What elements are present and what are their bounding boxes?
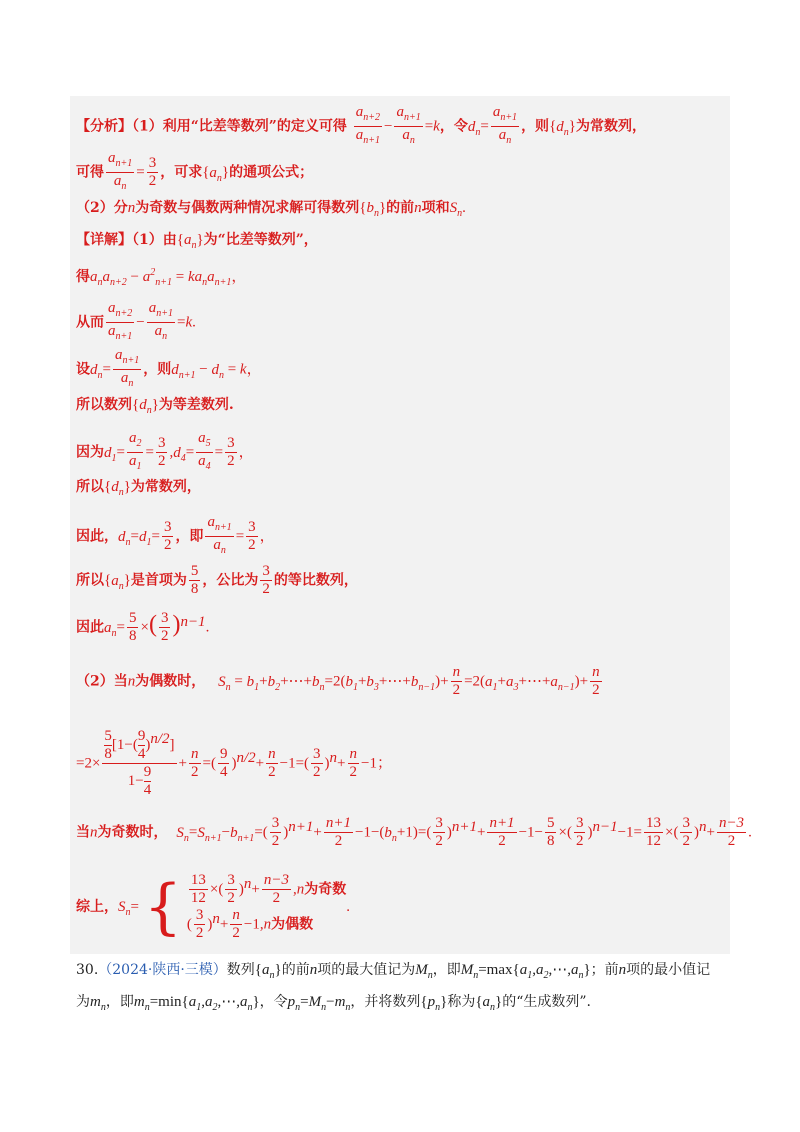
detail-summary: 综上，$S_n=$ { $\frac{13}{12}$ ×( $\frac{3}{2}$ )$^n$+ $\frac{n-3}{2}$ ,n为奇数 ( $\frac{3}{2}$ )$^n$+ $\frac{n}{2}$ −1,n为偶数 . (76, 872, 350, 942)
case-block: $\frac{13}{12}$ ×( $\frac{3}{2}$ )$^n$+ $\frac{n-3}{2}$ ,n为奇数 ( $\frac{3}{2}$ )$^n$+ $\frac{n}{2}$ −1,n为偶数 (186, 872, 347, 941)
detail-even-line: （2）当n为偶数时， $S_n$ = $b_1+b_2+\cdots+b_n=2(b_1+b_3+\cdots+b_{n-1})+$ $\frac{n}{2}$ $=2(a_1+a_3+\cdots+a_{n-1})+$ $\frac{n}{2}$ (76, 664, 600, 698)
analysis-line-3: （2）分n为奇数与偶数两种情况求解可得数列$\{b_n\}$的前n项和$S_n$. (76, 200, 466, 219)
detail-line-6: 因为$d_1=$ $\frac{a_2}{a_1}$ = $\frac{3}{2}$ $,d_4=$ $\frac{a_5}{a_4}$ = $\frac{3}{2}$ ， (76, 430, 254, 472)
detail-tag: 【详解】 (76, 232, 132, 248)
detail-line-4: 设$d_n=$ $\frac{a_{n+1}}{a_n}$ ，则$d_{n+1} - d_n = k$， (76, 347, 262, 389)
problem-30-line-1: 30.（2024·陕西·三模）数列$\{a_n\}$的前n项的最大值记为$M_n$，即$M_n=\max\{a_1,a_2,\cdots,a_n\}$；前n项的最小值记 (76, 962, 711, 981)
detail-line-5: 所以数列$\{d_n\}$为等差数列. (76, 397, 234, 416)
detail-odd-line: 当n为奇数时， $S_n=S_{n+1}-b_{n+1}=$( $\frac{3}{2}$ )$^{n+1}$+ $\frac{n+1}{2}$ $-1-(b_n+1)=$( $\frac{3}{2}$ )$^{n+1}$+ $\frac{n+1}{2}$ −1− $\frac{5}{8}$ ×( $\frac{3}{2}$ )$^{n-1}$−1= $\frac{13}{12}$ ×( $\frac{3}{2}$ )$^n$+ $\frac{n-3}{2}$ . (76, 815, 752, 849)
problem-source: （2024·陕西·三模） (98, 962, 227, 978)
fraction: $\frac{a_{n+2}}{a_{n+1}}$ (355, 104, 380, 146)
analysis-line-2: 可得 $\frac{a_{n+1}}{a_n}$ = $\frac{3}{2}$ ，可求$\{a_n\}$的通项公式； (76, 150, 314, 192)
case-brace: { (143, 872, 183, 942)
problem-number: 30. (76, 962, 99, 978)
detail-line-7: 所以$\{d_n\}$为常数列， (76, 479, 201, 498)
analysis-line-1: 【分析】（1）利用“比差等数列”的定义可得 $\frac{a_{n+2}}{a_{n+1}}$ − $\frac{a_{n+1}}{a_n}$ =k，令$d_n=$ $\frac{a_{n+1}}{a_n}$ ，则$\{d_n\}$为常数列， (76, 104, 646, 149)
detail-line-10: 因此$a_n=$ $\frac{5}{8}$ ×( $\frac{3}{2}$ )$^{n-1}$. (76, 610, 210, 644)
detail-line-2: 得$a_na_{n+2} - a^2_{n+1} = ka_na_{n+1}$， (76, 267, 247, 288)
detail-line-9: 所以$\{a_n\}$是首项为 $\frac{5}{8}$ ，公比为 $\frac{3}{2}$ 的等比数列， (76, 563, 358, 597)
problem-30-line-2: 为$m_n$，即$m_n=\min\{a_1,a_2,\cdots,a_n\}$，令$p_n=M_n-m_n$，并将数列$\{p_n\}$称为$\{a_n\}$的“生成数列”. (76, 994, 591, 1013)
detail-line-3: 从而 $\frac{a_{n+2}}{a_{n+1}}$ − $\frac{a_{n+1}}{a_n}$ =k. (76, 300, 196, 342)
detail-line-1: 【详解】（1）由$\{a_n\}$为“比差等数列”， (76, 232, 318, 251)
detail-line-8: 因此，$d_n=d_1=$ $\frac{3}{2}$ ，即 $\frac{a_{n+1}}{a_n}$ = $\frac{3}{2}$ ， (76, 514, 275, 556)
detail-even-formula: =2× $\frac{5}{8}$ [1−( $\frac{9}{4}$ )$^{n/2}$] 1− $\frac{9}{4}$ + $\frac{n}{2}$ =( $\frac{9}{4}$ )$^{n/2}$+ $\frac{n}{2}$ −1=( $\frac{3}{2}$ )$^n$+ $\frac{n}{2}$ −1； (76, 728, 392, 798)
analysis-tag: 【分析】 (76, 118, 132, 135)
